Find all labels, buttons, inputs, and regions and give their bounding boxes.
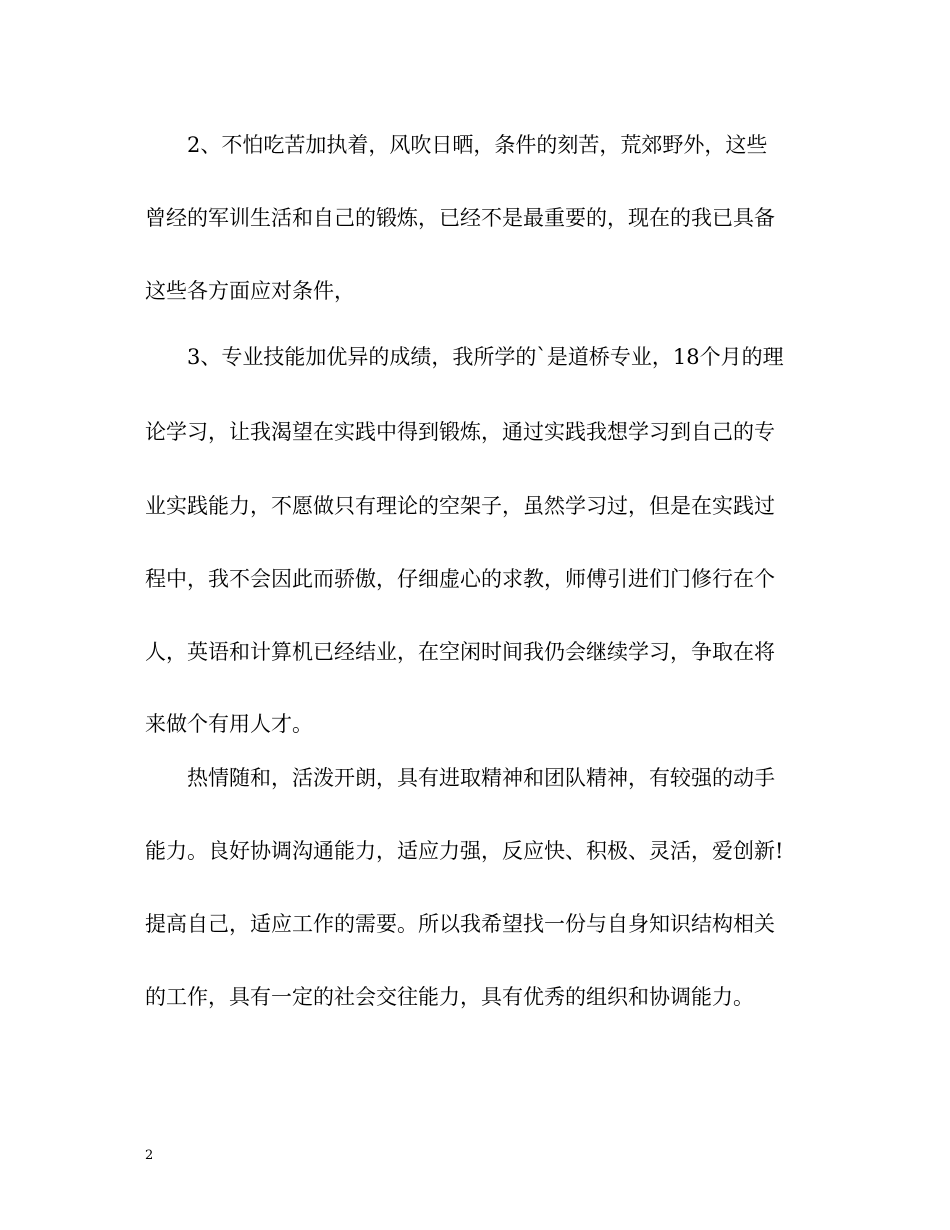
paragraph-line: 2、不怕吃苦加执着，风吹日晒，条件的刻苦，荒郊野外，这些 [187, 133, 768, 157]
paragraph-line: 程中，我不会因此而骄傲，仔细虚心的求教，师傅引进们门修行在个 [145, 567, 775, 591]
paragraph-line: 这些各方面应对条件， [145, 279, 355, 303]
paragraph-line: 的工作，具有一定的社会交往能力，具有优秀的组织和协调能力。 [145, 985, 754, 1009]
paragraph-line: 来做个有用人才。 [145, 712, 313, 736]
paragraph-line: 论学习，让我渴望在实践中得到锻炼，通过实践我想学习到自己的专 [145, 420, 775, 444]
paragraph-line: 提高自己，适应工作的需要。所以我希望找一份与自身知识结构相关 [145, 912, 775, 936]
paragraph-line: 业实践能力，不愿做只有理论的空架子，虽然学习过，但是在实践过 [145, 494, 775, 518]
page-number: 2 [145, 1148, 154, 1163]
paragraph-line: 能力。良好协调沟通能力，适应力强，反应快、积极、灵活，爱创新! [145, 839, 784, 863]
paragraph-line: 热情随和，活泼开朗，具有进取精神和团队精神，有较强的动手 [187, 766, 775, 790]
paragraph-line: 曾经的军训生活和自己的锻炼，已经不是最重要的，现在的我已具备 [145, 206, 775, 230]
paragraph-line: 人，英语和计算机已经结业，在空闲时间我仍会继续学习，争取在将 [145, 640, 775, 664]
paragraph-line: 3、专业技能加优异的成绩，我所学的`是道桥专业，18个月的理 [187, 345, 784, 369]
